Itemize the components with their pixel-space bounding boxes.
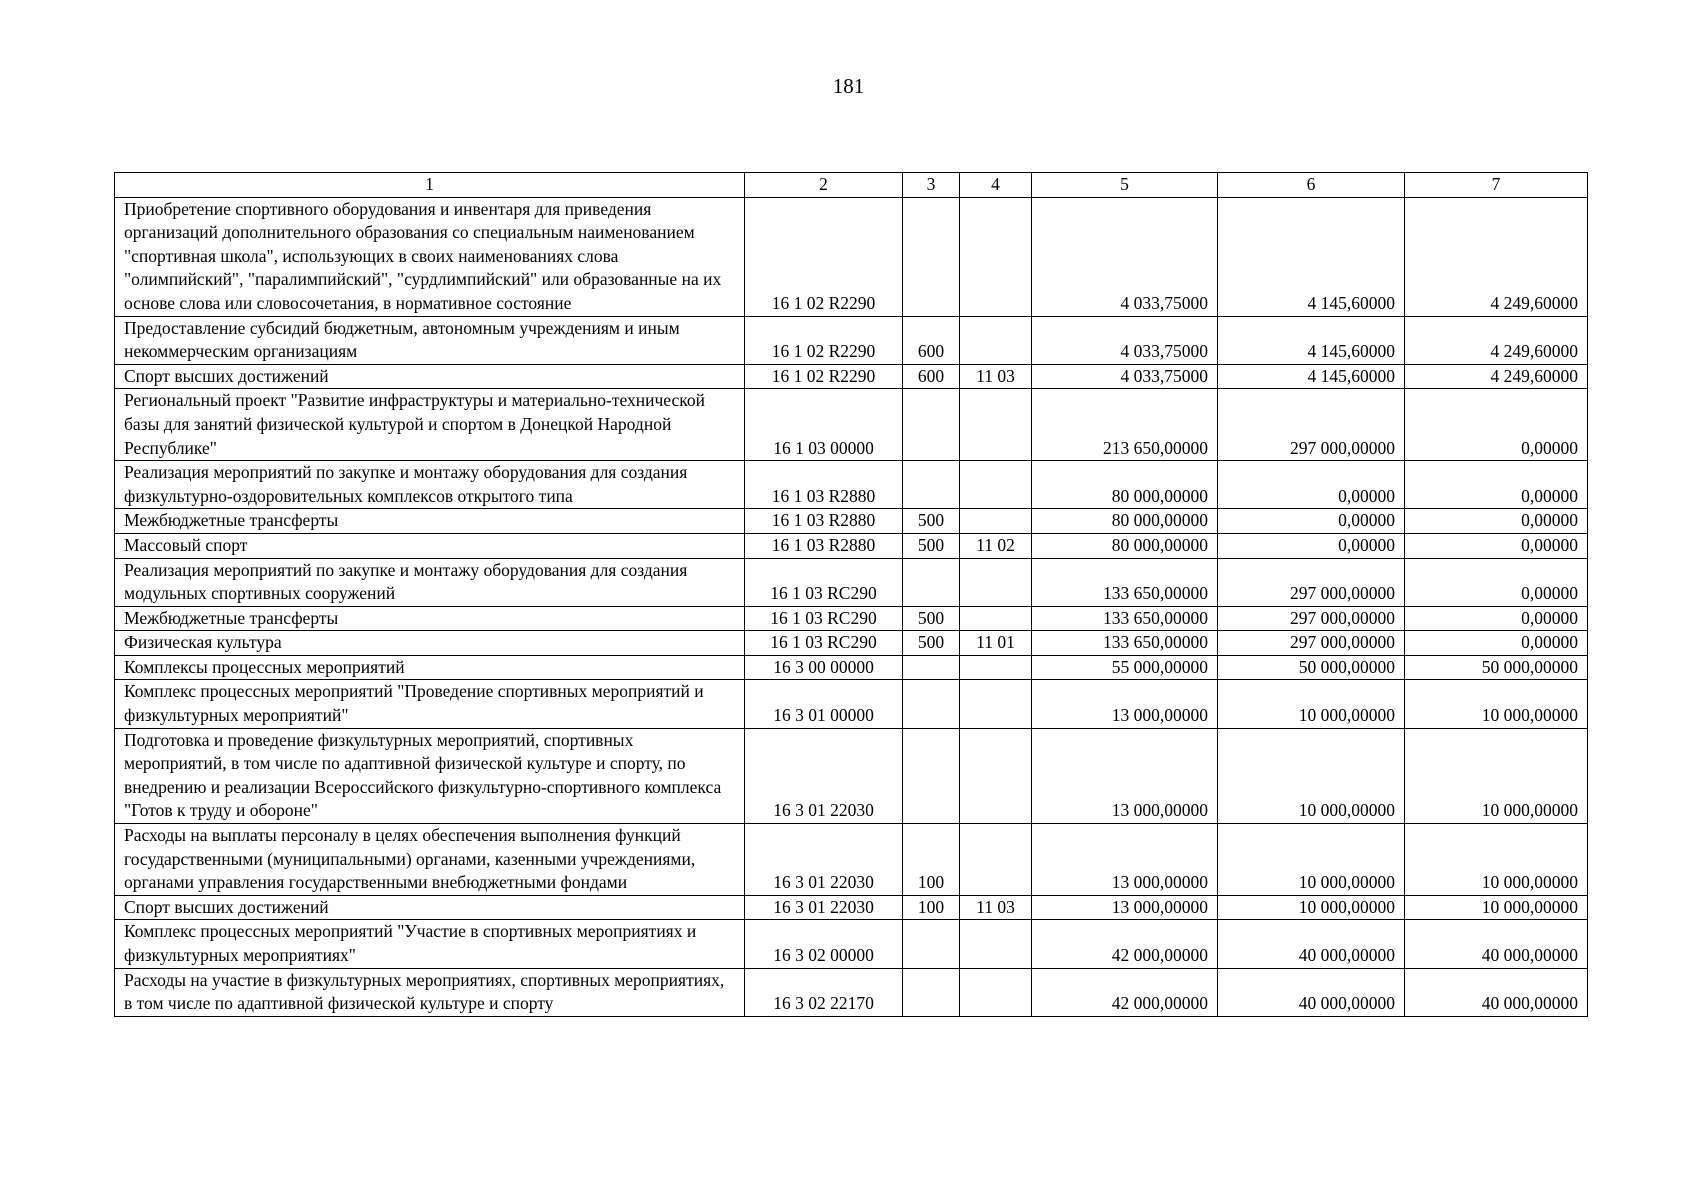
row-value-5: 4 033,75000 (1032, 197, 1218, 316)
row-name: Комплекс процессных мероприятий "Проведение спортивных мероприятий и физкультурных мероприятий" (115, 680, 745, 728)
table-row (115, 920, 1588, 968)
table-row (115, 728, 1588, 823)
row-value-5: 213 650,00000 (1032, 389, 1218, 461)
row-code: 16 1 03 RC290 (745, 606, 903, 631)
row-value-7: 0,00000 (1405, 533, 1588, 558)
row-value-6: 10 000,00000 (1218, 728, 1405, 823)
table-row (115, 533, 1588, 558)
row-code: 16 1 03 R2880 (745, 509, 903, 534)
row-code: 16 1 03 R2880 (745, 461, 903, 509)
row-code: 16 3 01 22030 (745, 728, 903, 823)
row-value-6: 297 000,00000 (1218, 558, 1405, 606)
table-row (115, 606, 1588, 631)
row-value-7: 0,00000 (1405, 461, 1588, 509)
row-section (960, 920, 1032, 968)
row-value-7: 10 000,00000 (1405, 680, 1588, 728)
row-name: Комплекс процессных мероприятий "Участие в спортивных мероприятиях и физкультурных мероприятиях" (115, 920, 745, 968)
row-value-5: 80 000,00000 (1032, 509, 1218, 534)
row-expense-type (903, 558, 960, 606)
row-value-6: 4 145,60000 (1218, 197, 1405, 316)
row-section (960, 680, 1032, 728)
row-value-5: 133 650,00000 (1032, 631, 1218, 656)
row-value-7: 4 249,60000 (1405, 316, 1588, 364)
row-value-6: 4 145,60000 (1218, 316, 1405, 364)
table-row (115, 631, 1588, 656)
row-value-7: 0,00000 (1405, 558, 1588, 606)
row-value-7: 0,00000 (1405, 389, 1588, 461)
row-section: 11 03 (960, 895, 1032, 920)
row-value-5: 13 000,00000 (1032, 895, 1218, 920)
row-value-6: 297 000,00000 (1218, 606, 1405, 631)
row-section (960, 728, 1032, 823)
row-expense-type (903, 920, 960, 968)
row-code: 16 3 01 00000 (745, 680, 903, 728)
table-row (115, 968, 1588, 1016)
row-section (960, 461, 1032, 509)
row-code: 16 3 01 22030 (745, 895, 903, 920)
row-name: Расходы на выплаты персоналу в целях обеспечения выполнения функций государственными (муниципальными) органами, казенными учреждениями, органами управления государственными внебюджетными фондами (115, 824, 745, 896)
row-code: 16 3 02 00000 (745, 920, 903, 968)
row-section (960, 509, 1032, 534)
row-code: 16 1 02 R2290 (745, 316, 903, 364)
row-expense-type: 500 (903, 533, 960, 558)
table-row (115, 824, 1588, 896)
table-header-row (115, 173, 1588, 198)
row-value-6: 10 000,00000 (1218, 680, 1405, 728)
row-value-6: 297 000,00000 (1218, 389, 1405, 461)
row-name: Подготовка и проведение физкультурных мероприятий, спортивных мероприятий, в том числе по адаптивной физической культуре и спорту, по внедрению и реализации Всероссийского физкультурно-спортивного комплекса "Готов к труду и обороне" (115, 728, 745, 823)
row-value-5: 80 000,00000 (1032, 533, 1218, 558)
row-section (960, 558, 1032, 606)
row-section (960, 655, 1032, 680)
row-name: Региональный проект "Развитие инфраструктуры и материально-технической базы для занятий физической культурой и спортом в Донецкой Народной Республике" (115, 389, 745, 461)
row-expense-type (903, 655, 960, 680)
row-expense-type (903, 197, 960, 316)
row-expense-type: 500 (903, 631, 960, 656)
table-row (115, 655, 1588, 680)
header-cell: 3 (903, 173, 960, 198)
header-cell: 2 (745, 173, 903, 198)
row-value-6: 10 000,00000 (1218, 895, 1405, 920)
page-number: 181 (832, 74, 865, 98)
table-row (115, 680, 1588, 728)
row-value-6: 40 000,00000 (1218, 968, 1405, 1016)
row-code: 16 1 02 R2290 (745, 197, 903, 316)
budget-table (114, 172, 1588, 1017)
row-code: 16 1 03 RC290 (745, 631, 903, 656)
row-value-5: 4 033,75000 (1032, 316, 1218, 364)
row-value-7: 40 000,00000 (1405, 920, 1588, 968)
row-section (960, 824, 1032, 896)
row-expense-type: 600 (903, 316, 960, 364)
header-cell: 1 (115, 173, 745, 198)
row-expense-type: 100 (903, 824, 960, 896)
row-name: Физическая культура (115, 631, 745, 656)
row-value-6: 0,00000 (1218, 509, 1405, 534)
row-value-6: 0,00000 (1218, 461, 1405, 509)
row-value-7: 10 000,00000 (1405, 824, 1588, 896)
row-value-7: 0,00000 (1405, 509, 1588, 534)
header-cell: 5 (1032, 173, 1218, 198)
row-name: Комплексы процессных мероприятий (115, 655, 745, 680)
row-value-7: 10 000,00000 (1405, 895, 1588, 920)
row-expense-type (903, 389, 960, 461)
row-value-6: 40 000,00000 (1218, 920, 1405, 968)
row-code: 16 1 03 R2880 (745, 533, 903, 558)
row-value-7: 0,00000 (1405, 631, 1588, 656)
row-value-7: 40 000,00000 (1405, 968, 1588, 1016)
row-name: Межбюджетные трансферты (115, 606, 745, 631)
row-value-5: 13 000,00000 (1032, 680, 1218, 728)
row-value-5: 13 000,00000 (1032, 728, 1218, 823)
row-section (960, 389, 1032, 461)
row-value-6: 0,00000 (1218, 533, 1405, 558)
table-row (115, 389, 1588, 461)
row-value-5: 80 000,00000 (1032, 461, 1218, 509)
row-code: 16 3 02 22170 (745, 968, 903, 1016)
row-code: 16 1 03 RC290 (745, 558, 903, 606)
row-section (960, 606, 1032, 631)
row-value-5: 42 000,00000 (1032, 920, 1218, 968)
row-value-7: 50 000,00000 (1405, 655, 1588, 680)
row-value-6: 10 000,00000 (1218, 824, 1405, 896)
row-section: 11 01 (960, 631, 1032, 656)
row-expense-type: 500 (903, 509, 960, 534)
header-cell: 6 (1218, 173, 1405, 198)
table-row (115, 895, 1588, 920)
row-expense-type: 100 (903, 895, 960, 920)
row-section (960, 968, 1032, 1016)
row-name: Межбюджетные трансферты (115, 509, 745, 534)
row-value-6: 50 000,00000 (1218, 655, 1405, 680)
row-code: 16 3 01 22030 (745, 824, 903, 896)
row-code: 16 1 03 00000 (745, 389, 903, 461)
row-value-7: 4 249,60000 (1405, 364, 1588, 389)
table-row (115, 461, 1588, 509)
row-value-6: 297 000,00000 (1218, 631, 1405, 656)
row-value-5: 55 000,00000 (1032, 655, 1218, 680)
row-value-5: 42 000,00000 (1032, 968, 1218, 1016)
row-expense-type: 500 (903, 606, 960, 631)
table-row (115, 316, 1588, 364)
row-value-5: 133 650,00000 (1032, 558, 1218, 606)
table-row (115, 364, 1588, 389)
row-expense-type (903, 968, 960, 1016)
row-expense-type (903, 461, 960, 509)
row-value-7: 10 000,00000 (1405, 728, 1588, 823)
row-code: 16 1 02 R2290 (745, 364, 903, 389)
row-section (960, 316, 1032, 364)
table-body (115, 197, 1588, 1016)
header-cell: 4 (960, 173, 1032, 198)
row-section (960, 197, 1032, 316)
header-cell: 7 (1405, 173, 1588, 198)
row-code: 16 3 00 00000 (745, 655, 903, 680)
row-name: Расходы на участие в физкультурных мероприятиях, спортивных мероприятиях, в том числе по адаптивной физической культуре и спорту (115, 968, 745, 1016)
row-name: Предоставление субсидий бюджетным, автономным учреждениям и иным некоммерческим организациям (115, 316, 745, 364)
table-row (115, 558, 1588, 606)
row-name: Реализация мероприятий по закупке и монтажу оборудования для создания модульных спортивных сооружений (115, 558, 745, 606)
row-name: Реализация мероприятий по закупке и монтажу оборудования для создания физкультурно-оздоровительных комплексов открытого типа (115, 461, 745, 509)
row-name: Массовый спорт (115, 533, 745, 558)
row-value-6: 4 145,60000 (1218, 364, 1405, 389)
row-expense-type: 600 (903, 364, 960, 389)
row-name: Спорт высших достижений (115, 364, 745, 389)
row-section: 11 02 (960, 533, 1032, 558)
row-section: 11 03 (960, 364, 1032, 389)
row-expense-type (903, 728, 960, 823)
row-value-7: 0,00000 (1405, 606, 1588, 631)
row-expense-type (903, 680, 960, 728)
row-value-5: 4 033,75000 (1032, 364, 1218, 389)
row-name: Приобретение спортивного оборудования и инвентаря для приведения организаций дополнительного образования со специальным наименованием "спортивная школа", использующих в своих наименованиях слова "олимпийский", "паралимпийский", "сурдлимпийский" или образованные на их основе слова или словосочетания, в нормативное состояние (115, 197, 745, 316)
table-row (115, 197, 1588, 316)
row-name: Спорт высших достижений (115, 895, 745, 920)
row-value-5: 13 000,00000 (1032, 824, 1218, 896)
row-value-7: 4 249,60000 (1405, 197, 1588, 316)
row-value-5: 133 650,00000 (1032, 606, 1218, 631)
table-row (115, 509, 1588, 534)
